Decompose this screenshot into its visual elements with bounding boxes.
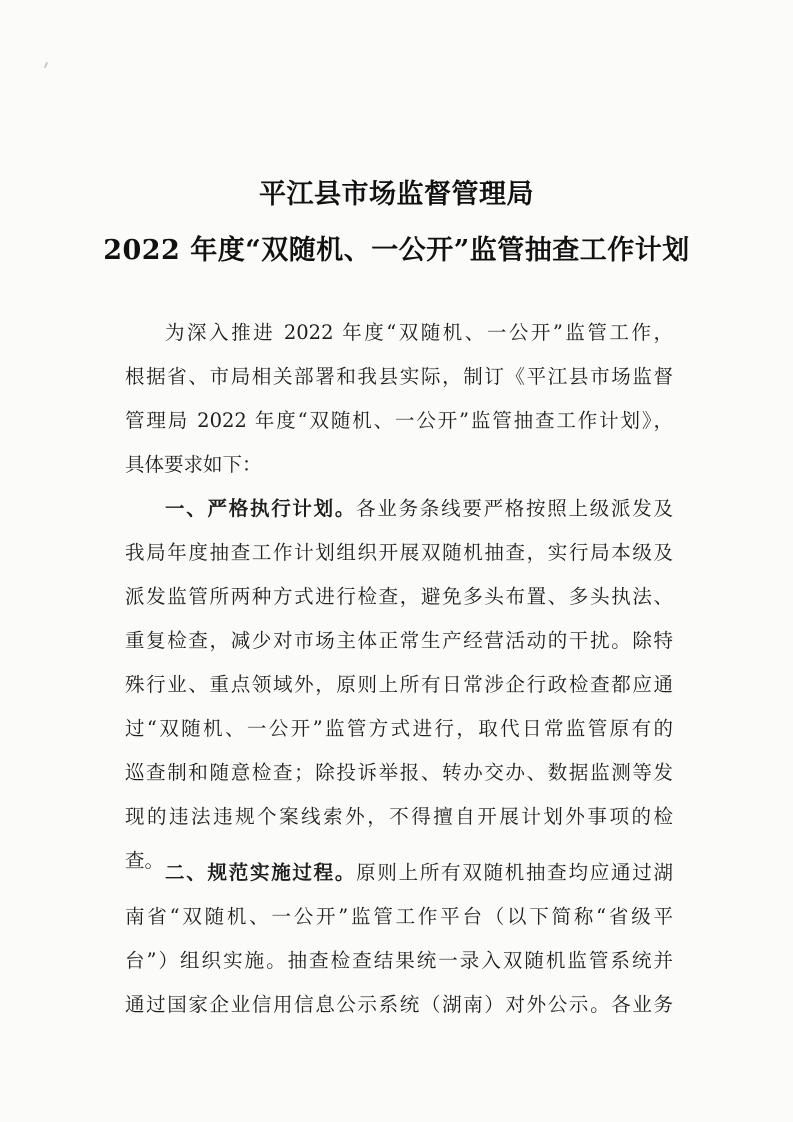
document-title-line-1: 平江县市场监督管理局	[259, 179, 534, 210]
scan-speck	[44, 62, 48, 68]
section-1-heading: 一、严格执行计划。	[165, 497, 357, 520]
section-1-line-5: 殊行业、重点领域外，原则上所有日常涉企行政检查都应通	[125, 673, 673, 696]
document-title-line-2: 2022 年度“双随机、一公开”监管抽查工作计划	[103, 235, 690, 266]
section-1-line-3: 派发监管所两种方式进行检查，避免多头布置、多头执法、	[125, 585, 673, 608]
section-1-line-4: 重复检查，减少对市场主体正常生产经营活动的干扰。除特	[125, 629, 673, 652]
section-1-line-9: 查。	[125, 849, 165, 872]
section-2-line-1-text: 原则上所有双随机抽查均应通过湖	[356, 861, 673, 884]
section-2-line-2: 南省“双随机、一公开”监管工作平台（以下简称“省级平	[125, 905, 673, 928]
section-1-line-1-text: 各业务条线要严格按照上级派发及	[356, 497, 673, 520]
intro-line-4: 具体要求如下：	[125, 453, 262, 476]
intro-line-1: 为深入推进 2022 年度“双随机、一公开”监管工作，	[165, 321, 673, 344]
section-2-line-3: 台”）组织实施。抽查检查结果统一录入双随机监管系统并	[125, 949, 673, 972]
section-2-heading: 二、规范实施过程。	[165, 861, 357, 884]
section-2-line-4: 通过国家企业信用信息公示系统（湖南）对外公示。各业务	[125, 993, 673, 1016]
section-1-line-6: 过“双随机、一公开”监管方式进行，取代日常监管原有的	[125, 717, 673, 740]
intro-line-3: 管理局 2022 年度“双随机、一公开”监管抽查工作计划》，	[125, 409, 673, 432]
intro-line-2: 根据省、市局相关部署和我县实际，制订《平江县市场监督	[125, 365, 673, 388]
section-1-line-7: 巡查制和随意检查；除投诉举报、转办交办、数据监测等发	[125, 761, 673, 784]
section-1-line-1	[165, 494, 673, 524]
section-2-line-1	[165, 858, 673, 888]
section-1-line-8: 现的违法违规个案线索外，不得擅自开展计划外事项的检	[125, 805, 673, 828]
section-1-line-2: 我局年度抽查工作计划组织开展双随机抽查，实行局本级及	[125, 541, 673, 564]
